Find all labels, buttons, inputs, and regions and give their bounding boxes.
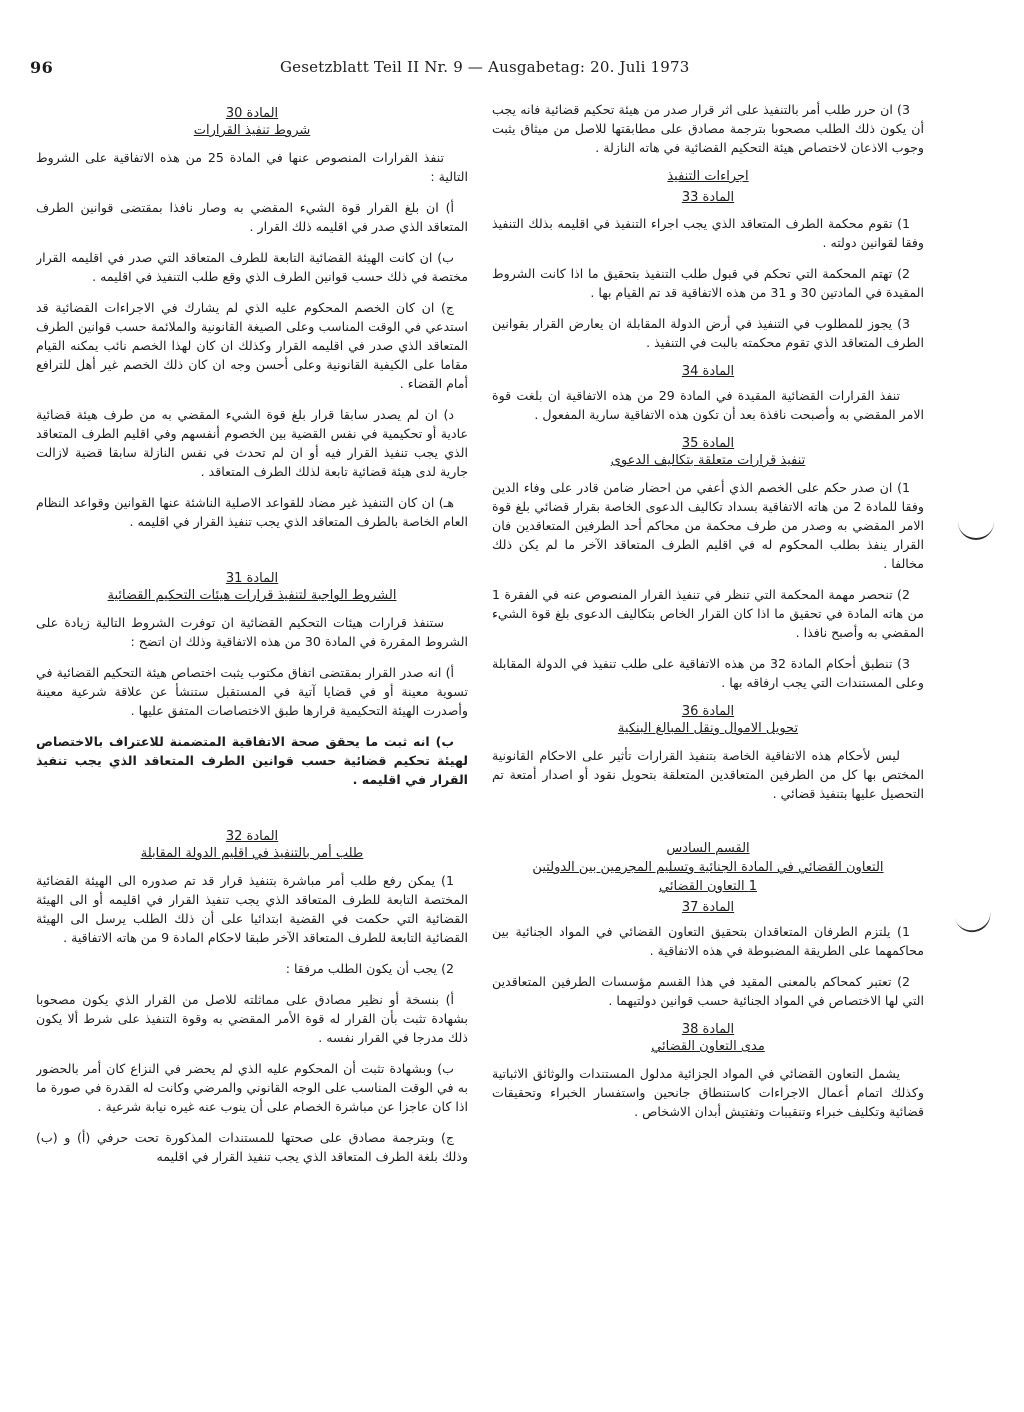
spacer xyxy=(36,801,468,823)
spacer xyxy=(492,206,924,214)
margin-pen-mark xyxy=(954,908,993,935)
article-32-paragraph-3: 3) ان حرر طلب أمر بالتنفيذ على اثر قرار صدر من هيئة تحكيم قضائية فانه يجب أن يكون ذلك الطلب مصحوبا بترجمة مصادق على مطابقتها للاصل من ميثاق يثبت وجوب الاذعان لاختصاص هيئة التحكيم القضائية في هاته النازلة . xyxy=(492,102,924,155)
article-32-clause-b: ب) وبشهادة تثبت أن المحكوم عليه الذي لم يحضر في النزاع كان أمر بالحضور به في الوقت المناسب على الوجه القانوني والمرضي وكانت له القدرة في صورة ما اذا كان عاجزا عن مباشرة الخصام على أن ينوب عنه غيره نيابة شرعية . xyxy=(36,1061,468,1114)
article-31-title: الشروط الواجبة لتنفيذ قرارات هيئات التحكيم القضائية xyxy=(107,588,397,603)
article-30-clause-b: ب) ان كانت الهيئة القضائية التابعة للطرف المتعاقد التي صدر في اقليمه القرار مختصة في ذلك حسب قوانين الطرف الذي وقع طلب التنفيذ في اقليمه . xyxy=(36,250,468,284)
article-36-number xyxy=(492,704,924,719)
article-32-title: طلب أمر بالتنفيذ في اقليم الدولة المقابلة xyxy=(140,846,364,861)
article-35-number xyxy=(492,436,924,451)
article-30-clause-c: ج) ان كان الخصم المحكوم عليه الذي لم يشارك في الاجراءات القضائية قد استدعي في الوقت المناسب وعلى الصيغة القانونية والملائمة حسب قوانين الطرف المتعاقد الذي صدر في اقليمه القرار وكذلك ان كان لهذا الخصم نائب يمكنه القيام مقاما على الكيفية القانونية وعلى أحسن وجه ان كان ذلك الخصم غير أهل للترافع أمام القضاء . xyxy=(36,300,468,391)
article-31-clause-b: ب) انه ثبت ما يحقق صحة الاتفاقية المتضمنة للاعتراف بالاختصاص لهيئة تحكيم قضائية حسب قوانين الطرف المتعاقد الذي يجب تنفيذ القرار في اقليمه . xyxy=(36,734,468,787)
article-36-title: تحويل الاموال ونقل المبالغ البنكية xyxy=(617,721,799,736)
article-35-paragraph-3: 3) تنطبق أحكام المادة 32 من هذه الاتفاقية على طلب تنفيذ في الدولة المقابلة وعلى المستندات التي يجب ارفاقه بها . xyxy=(492,656,924,690)
page-header xyxy=(30,58,996,88)
running-head: Gesetzblatt Teil II Nr. 9 — Ausgabetag: 20. Juli 1973 xyxy=(280,58,690,76)
article-32-paragraph-2: 2) يجب أن يكون الطلب مرفقا : xyxy=(285,961,454,976)
article-36-number-text: المادة 36 xyxy=(681,704,735,719)
article-37-paragraph-1: 1) يلتزم الطرفان المتعاقدان بتحقيق التعاون القضائي في المواد الجنائية بين محاكمهما على الطريقة المضبوطة في هذه الاتفاقية . xyxy=(492,924,924,958)
article-32-paragraph-1: 1) يمكن رفع طلب أمر مباشرة بتنفيذ قرار قد تم صدوره الى الهيئة القضائية المختصة التابعة للطرف المتعاقد الذي يجب تنفيذ القرار في اقليمه أو الى الهيئة القضائية التي حكمت في القضية ابتدائيا على أن ذلك الطلب يرسل الى الهيئة القضائية التابعة للطرف المتعاقد الآخر طبقا لاحكام المادة 9 من هاته الاتفاقية . xyxy=(36,873,468,945)
article-31-number-text: المادة 31 xyxy=(225,571,279,586)
part-6-title: القسم السادس xyxy=(666,841,750,856)
left-column xyxy=(36,100,468,1400)
article-38-number xyxy=(492,1022,924,1037)
article-32-clause-a: أ) بنسخة أو نظير مصادق على مماثلته للاصل من القرار الذي يكون مصحوبا بشهادة تثبت بأن القرار له قوة الأمر المقضي به وقوة التنفيذ على شرط ألا يكون ذلك مدرجا في القرار نفسه . xyxy=(36,992,468,1045)
article-36-paragraph: ليس لأحكام هذه الاتفاقية الخاصة بتنفيذ القرارات تأثير على الاحكام القانونية المختص بها كل من الطرفين المتعاقدين المتعلقة بتحويل نقود أو اصدار أمتعة تم التحصيل عليها بتنفيذ قضائي . xyxy=(492,748,924,801)
part-6-subtitle: التعاون القضائي في المادة الجنائية وتسليم المجرمين بين الدولتين xyxy=(532,860,884,875)
article-38-number-text: المادة 38 xyxy=(681,1022,735,1037)
article-30-clause-a: أ) ان بلغ القرار قوة الشيء المقضي به وصار نافذا بمقتضى قوانين الطرف المتعاقد الذي صدر في اقليمه ذلك القرار . xyxy=(36,200,468,234)
right-column xyxy=(492,100,924,1400)
article-35-number-text: المادة 35 xyxy=(681,436,735,451)
chapter-1-title: 1 التعاون القضائي xyxy=(659,879,757,894)
spacer xyxy=(492,815,924,837)
article-34-paragraph: تنفذ القرارات القضائية المقيدة في المادة 29 من هذه الاتفاقية ان بلغت قوة الامر المقضي به وأصبحت نافذة بعد أن تكون هذه الاتفاقية سارية المفعول . xyxy=(492,388,924,422)
article-34-number-text: المادة 34 xyxy=(681,364,735,379)
article-33-paragraph-2: 2) تهتم المحكمة التي تحكم في قبول طلب التنفيذ بتحقيق ما اذا كانت الشروط المقيدة في المادتين 30 و 31 من هذه الاتفاقية قد تم القيام بها . xyxy=(492,266,924,300)
article-32-number xyxy=(36,829,468,844)
article-34-number xyxy=(492,364,924,379)
article-35-paragraph-1: 1) ان صدر حكم على الخصم الذي أعفي من احضار ضامن قادر على وفاء الدين وفقا للمادة 2 من هاته الاتفاقية بسداد تكاليف الدعوى الخاصة بقرار قضائي بلغ قوة الامر المقضي به وصدر من طرف محكمة من محاكم أحد الطرفين المتعاقدين فان القرار ينفذ بطلب المحكوم له في اقليم الطرف المتعاقد الآخر ما لم يكن ذلك مخالفا . xyxy=(492,480,924,571)
article-35-paragraph-2: 2) تنحصر مهمة المحكمة التي تنظر في تنفيذ القرار المنصوص عنه في الفقرة 1 من هاته المادة في تحقيق ما اذا كان القرار الخاص بتكاليف الدعوى بلغ قوة الشيء المقضي به وأصبح نافذا . xyxy=(492,587,924,640)
article-30-number-text: المادة 30 xyxy=(225,106,279,121)
article-31-intro: ستنفذ قرارات هيئات التحكيم القضائية ان توفرت الشروط التالية زيادة على الشروط المقررة في المادة 30 من هذه الاتفاقية وذلك ان اتضح : xyxy=(36,615,468,649)
article-32-number-text: المادة 32 xyxy=(225,829,279,844)
article-38-title: مدى التعاون القضائي xyxy=(651,1039,765,1054)
article-30-number xyxy=(36,106,468,121)
article-30-clause-d: د) ان لم يصدر سابقا قرار بلغ قوة الشيء المقضي به من طرف هيئة قضائية عادية أو تحكيمية في نفس القضية بين الخصوم أنفسهم وفي اقليم الطرف المتعاقد الذي يجب تنفيذ القرار فيه أو ان لم تحدث في نفس النازلة سابقا قضية لازالت جارية لدى هيئة قضائية تابعة لذلك الطرف المتعاقد . xyxy=(36,407,468,479)
article-35-title: تنفيذ قرارات متعلقة بتكاليف الدعوى xyxy=(610,453,806,468)
article-30-intro: تنفذ القرارات المنصوص عنها في المادة 25 من هذه الاتفاقية على الشروط التالية : xyxy=(36,150,468,184)
article-37-paragraph-2: 2) تعتبر كمحاكم بالمعنى المقيد في هذا القسم مؤسسات الطرفين المتعاقدين التي لها الاختصاص في المواد الجنائية حسب قوانين دولتيهما . xyxy=(492,974,924,1008)
article-30-title: شروط تنفيذ القرارات xyxy=(193,123,311,138)
article-33-paragraph-1: 1) تقوم محكمة الطرف المتعاقد الذي يجب اجراء التنفيذ في اقليمه بذلك التنفيذ وفقا لقوانين دولته . xyxy=(492,216,924,250)
article-33-number-text: المادة 33 xyxy=(681,190,735,205)
section-title: اجراءات التنفيذ xyxy=(667,169,749,184)
spacer xyxy=(36,543,468,565)
margin-pen-mark xyxy=(958,520,994,540)
page-number: 96 xyxy=(30,58,54,77)
article-31-number xyxy=(36,571,468,586)
article-32-clause-c: ج) وبترجمة مصادق على صحتها للمستندات المذكورة تحت حرفي (أ) و (ب) وذلك بلغة الطرف المتعاقد الذي يجب تنفيذ القرار في اقليمه xyxy=(36,1130,468,1164)
article-33-number xyxy=(492,190,924,205)
article-31-clause-a: أ) انه صدر القرار بمقتضى اتفاق مكتوب يثبت اختصاص هيئة التحكيم القضائية في تسوية معينة أو في قضايا آتية في المستقبل ستنشأ عن علاقة شرعية معينة وأصدرت الهيئة التحكيمية قرارها طبق الاختصاصات المتفق عليها . xyxy=(36,665,468,718)
article-33-paragraph-3: 3) يجوز للمطلوب في التنفيذ في أرض الدولة المقابلة ان يعارض القرار بقوانين الطرف المتعاقد الذي تقوم محكمته بالبت في التنفيذ . xyxy=(492,316,924,350)
article-37-number-text: المادة 37 xyxy=(681,900,735,915)
article-38-paragraph: يشمل التعاون القضائي في المواد الجزائية مدلول المستندات والوثائق الاثباتية وكذلك اتمام أعمال الاجراءات كاستنطاق جانحين واستفسار الخبراء وتحقيقات قضائية وتكليف خبراء وتنقيبات وتفتيش أبدان الاشخاص . xyxy=(492,1066,924,1119)
article-30-clause-e: هـ) ان كان التنفيذ غير مضاد للقواعد الاصلية الناشئة عنها القوانين وقواعد النظام العام الخاصة بالطرف المتعاقد الذي يجب تنفيذ القرار في اقليمه . xyxy=(36,495,468,529)
article-37-number xyxy=(492,900,924,915)
